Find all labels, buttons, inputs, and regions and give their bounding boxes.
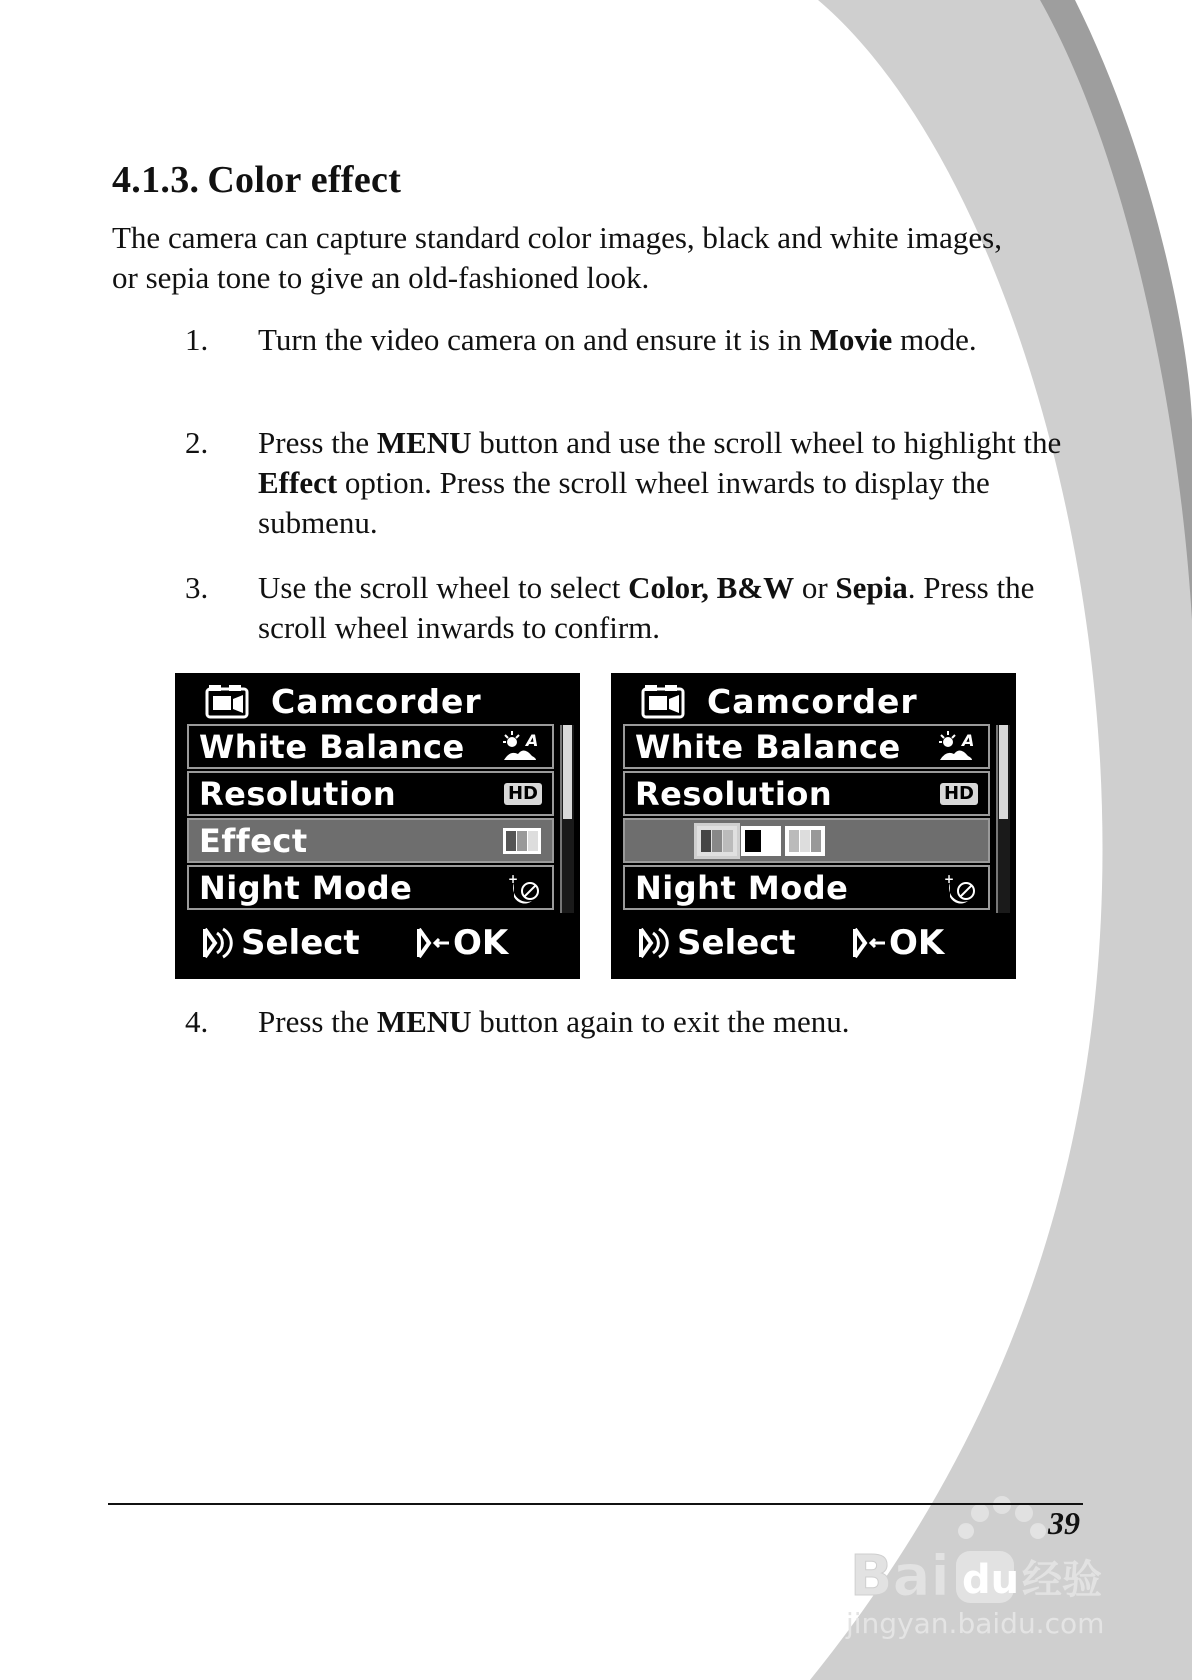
night-mode-off-icon	[506, 871, 542, 905]
menu-item-label: Night Mode	[635, 868, 849, 907]
menu-scrollbar[interactable]	[560, 725, 574, 913]
screen-title-text: Camcorder	[707, 681, 918, 721]
screen-footer-select	[201, 923, 360, 963]
page-number: 39	[1048, 1505, 1080, 1541]
menu-item-label: Effect	[199, 821, 308, 860]
section-title: Color effect	[207, 159, 402, 201]
step-number: 1.	[185, 322, 209, 357]
step-text: Use the scroll wheel to select Color, B&W or Sepia. Press the scroll wheel inwards to confirm.	[258, 570, 1035, 645]
camcorder-icon	[641, 683, 685, 719]
effect-color-icon	[502, 827, 542, 855]
screen-footer-ok	[415, 923, 508, 963]
section-number: 4.1.3.	[112, 159, 200, 201]
menu-item-label: Resolution	[635, 774, 833, 813]
auto-white-balance-icon	[500, 730, 542, 764]
footer-ok-label: OK	[889, 923, 945, 963]
menu-item-night-mode[interactable]	[623, 865, 990, 910]
scrollbar-thumb[interactable]	[563, 725, 572, 819]
screen-title	[205, 679, 482, 723]
svg-text:+: +	[944, 871, 955, 886]
camcorder-menu	[187, 724, 554, 912]
menu-item-white-balance[interactable]	[187, 724, 554, 769]
svg-text:A: A	[962, 730, 975, 750]
menu-item-night-mode[interactable]	[187, 865, 554, 910]
step-text: Press the MENU button again to exit the menu.	[258, 1004, 850, 1039]
menu-item-label: White Balance	[199, 727, 465, 766]
night-mode-off-icon	[942, 871, 978, 905]
menu-item-resolution[interactable]	[187, 771, 554, 816]
svg-text:+: +	[508, 871, 519, 886]
hd-icon: HD	[504, 783, 542, 805]
footer-select-label: Select	[241, 923, 360, 963]
press-wheel-icon	[851, 925, 889, 961]
watermark-url: jingyan.baidu.com	[846, 1607, 1105, 1640]
auto-white-balance-icon	[936, 730, 978, 764]
hd-icon: HD	[940, 783, 978, 805]
svg-text:A: A	[526, 730, 539, 750]
scrollbar-thumb[interactable]	[999, 725, 1008, 819]
svg-text:du: du	[962, 1557, 1020, 1603]
camcorder-menu-screen-effect	[175, 673, 580, 979]
menu-item-label: Resolution	[199, 774, 397, 813]
menu-item-effect[interactable]	[187, 818, 554, 863]
effect-bw-option-icon[interactable]	[741, 826, 781, 856]
footer-select-label: Select	[677, 923, 796, 963]
effect-options	[697, 826, 825, 856]
menu-item-effect-submenu[interactable]	[623, 818, 990, 863]
menu-scrollbar[interactable]	[996, 725, 1010, 913]
section-heading	[112, 158, 401, 202]
scroll-wheel-icon	[637, 925, 671, 961]
menu-item-label: White Balance	[635, 727, 901, 766]
camcorder-menu	[623, 724, 990, 912]
intro-paragraph: The camera can capture standard color images, black and white images, or sepia tone to give an old-fashioned look.	[112, 220, 1002, 295]
screen-footer-select	[637, 923, 796, 963]
step-text: Press the MENU button and use the scroll wheel to highlight the Effect option. Press the scroll wheel inwards to display the submenu.	[258, 425, 1062, 540]
menu-item-resolution[interactable]	[623, 771, 990, 816]
svg-text:Bai: Bai	[850, 1544, 950, 1609]
screen-title	[641, 679, 918, 723]
effect-sepia-option-icon[interactable]	[785, 826, 825, 856]
step-number: 3.	[185, 570, 209, 605]
step-number: 2.	[185, 425, 209, 460]
camcorder-icon	[205, 683, 249, 719]
step-number: 4.	[185, 1004, 209, 1039]
footer-ok-label: OK	[453, 923, 509, 963]
footer-rule	[108, 1503, 1083, 1505]
step-text: Turn the video camera on and ensure it is in Movie mode.	[258, 322, 977, 357]
press-wheel-icon	[415, 925, 453, 961]
menu-item-white-balance[interactable]	[623, 724, 990, 769]
menu-item-label: Night Mode	[199, 868, 413, 907]
screen-title-text: Camcorder	[271, 681, 482, 721]
screen-footer-ok	[851, 923, 944, 963]
effect-color-option-icon[interactable]	[697, 826, 737, 856]
camcorder-menu-screen-effect-submenu	[611, 673, 1016, 979]
scroll-wheel-icon	[201, 925, 235, 961]
watermark-brand-cn: 经验	[1022, 1557, 1102, 1603]
